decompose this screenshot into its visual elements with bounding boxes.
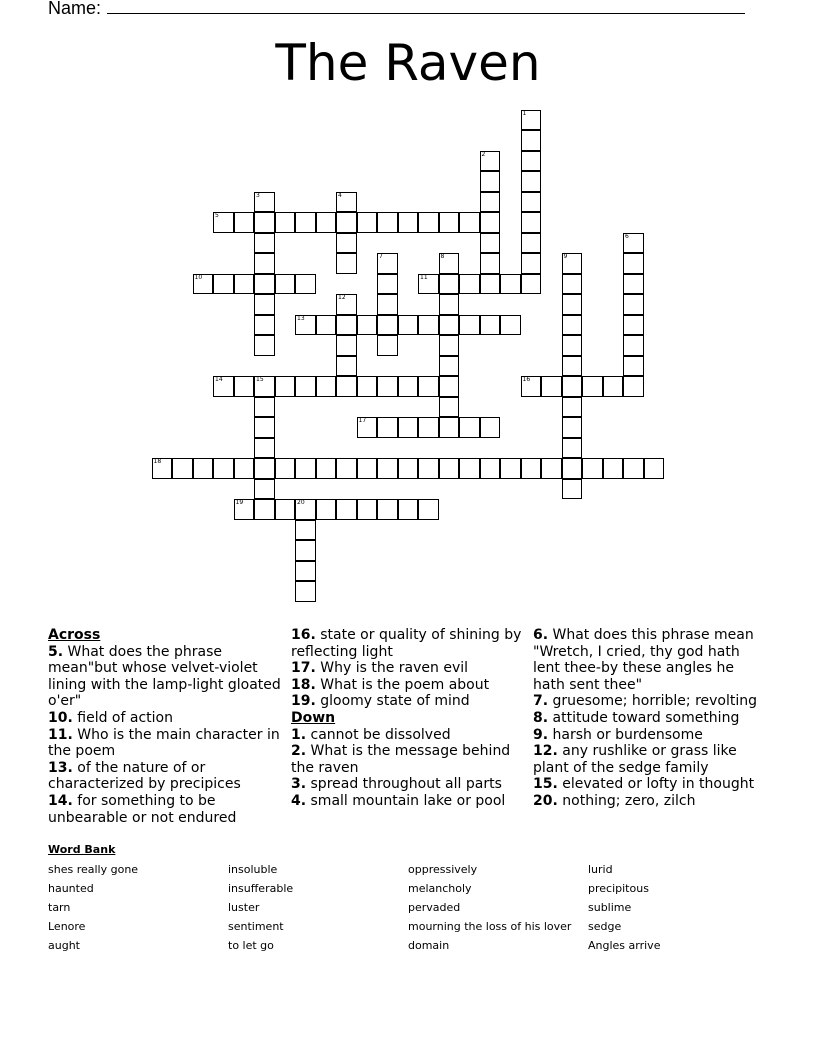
grid-cell[interactable] [521,171,542,192]
grid-cell[interactable] [295,212,316,233]
grid-cell[interactable] [439,335,460,356]
clue-text: state or quality of shining by reflecting light [291,627,522,660]
clue-number: 12. [533,743,558,760]
grid-cell[interactable] [418,315,439,336]
grid-cell[interactable] [254,233,275,254]
grid-cell[interactable] [213,458,234,479]
grid-cell[interactable] [623,335,644,356]
grid-cell[interactable] [562,356,583,377]
grid-cell[interactable] [521,212,542,233]
clue-number: 8. [533,709,549,726]
cell-number: 14 [215,376,223,383]
grid-cell[interactable] [254,192,275,213]
grid-cell[interactable] [377,458,398,479]
clue-number: 14. [48,792,73,809]
grid-cell[interactable] [459,212,480,233]
grid-cell[interactable] [562,294,583,315]
word-bank-item: sublime [588,901,632,914]
grid-cell[interactable] [316,315,337,336]
grid-cell[interactable] [521,233,542,254]
grid-cell[interactable] [439,253,460,274]
grid-cell[interactable] [213,212,234,233]
grid-cell[interactable] [623,458,644,479]
clue-text: harsh or burdensome [548,726,703,743]
grid-cell[interactable] [316,499,337,520]
clue-number: 19. [291,693,316,710]
grid-cell[interactable] [193,274,214,295]
grid-cell[interactable] [439,274,460,295]
word-bank-item: insoluble [228,863,278,876]
grid-cell[interactable] [336,376,357,397]
clue-text: any rushlike or grass like plant of the sedge family [533,743,737,776]
cell-number: 17 [358,417,367,424]
clue-18 [291,677,531,694]
clue-text: nothing; zero, zilch [557,792,696,809]
clue-text: What does the phrase mean"but whose velvet-violet lining with the lamp-light gloated o'er" [48,643,281,710]
grid-cell[interactable] [275,212,296,233]
grid-cell[interactable] [377,315,398,336]
grid-cell[interactable] [480,151,501,172]
grid-cell[interactable] [234,212,255,233]
clue-17 [291,660,531,677]
cell-number: 3 [256,191,260,199]
word-bank-item: sentiment [228,920,284,933]
clue-6 [533,627,769,693]
clue-text: elevated or lofty in thought [557,776,755,793]
grid-cell[interactable] [439,417,460,438]
grid-cell[interactable] [439,376,460,397]
grid-cell[interactable] [459,315,480,336]
grid-cell[interactable] [336,294,357,315]
clue-text: field of action [72,709,173,726]
grid-cell[interactable] [398,315,419,336]
grid-cell[interactable] [295,274,316,295]
grid-cell[interactable] [541,376,562,397]
clue-number: 10. [48,709,73,726]
grid-cell[interactable] [336,212,357,233]
clue-number: 16. [291,627,316,643]
grid-cell[interactable] [521,458,542,479]
clue-number: 18. [291,676,316,693]
word-bank-item: shes really gone [48,863,139,876]
grid-cell[interactable] [521,192,542,213]
grid-cell[interactable] [623,376,644,397]
grid-cell[interactable] [234,499,255,520]
word-bank-title: Word Bank [48,843,116,856]
grid-cell[interactable] [480,253,501,274]
grid-cell[interactable] [316,212,337,233]
clue-number: 9. [533,726,549,743]
grid-cell[interactable] [562,479,583,500]
clue-1 [291,727,531,744]
clue-text: spread throughout all parts [306,776,502,793]
clue-text: gloomy state of mind [315,693,470,710]
clue-4 [291,793,531,810]
clue-2 [291,743,531,776]
grid-cell[interactable] [275,274,296,295]
grid-cell[interactable] [398,417,419,438]
clue-10 [48,710,288,727]
clue-5 [48,644,288,710]
grid-cell[interactable] [521,274,542,295]
cell-number: 7 [379,253,383,260]
grid-cell[interactable] [459,274,480,295]
clue-number: 1. [291,726,307,743]
grid-cell[interactable] [213,376,234,397]
grid-cell[interactable] [562,376,583,397]
clue-20 [533,793,769,810]
word-bank-item: tarn [48,901,71,914]
grid-cell[interactable] [439,294,460,315]
grid-cell[interactable] [603,376,624,397]
grid-cell[interactable] [295,561,316,582]
grid-cell[interactable] [295,499,316,520]
grid-cell[interactable] [500,274,521,295]
clue-number: 20. [533,792,558,809]
grid-cell[interactable] [500,315,521,336]
word-bank-item: oppressively [408,863,478,876]
grid-cell[interactable] [234,274,255,295]
grid-cell[interactable] [521,130,542,151]
cell-number: 16 [522,376,531,383]
grid-cell[interactable] [521,376,542,397]
grid-cell[interactable] [418,458,439,479]
grid-cell[interactable] [234,458,255,479]
cell-number: 12 [338,294,346,301]
grid-cell[interactable] [418,274,439,295]
clue-15 [533,776,769,793]
grid-cell[interactable] [418,499,439,520]
grid-cell[interactable] [254,376,275,397]
grid-cell[interactable] [336,356,357,377]
clue-number: 6. [533,627,549,643]
grid-cell[interactable] [521,110,542,131]
clue-text: gruesome; horrible; revolting [548,693,758,710]
word-bank-item: precipitous [588,882,649,895]
clue-text: Why is the raven evil [315,660,469,677]
grid-cell[interactable] [521,253,542,274]
grid-cell[interactable] [316,376,337,397]
grid-cell[interactable] [562,397,583,418]
grid-cell[interactable] [623,274,644,295]
grid-cell[interactable] [562,315,583,336]
grid-cell[interactable] [480,192,501,213]
grid-cell[interactable] [336,335,357,356]
grid-cell[interactable] [357,376,378,397]
grid-cell[interactable] [193,458,214,479]
cell-number: 11 [420,273,428,281]
clue-13 [48,760,288,793]
clue-number: 3. [291,776,307,793]
word-bank-item: luster [228,901,260,914]
grid-cell[interactable] [562,417,583,438]
word-bank-item: Angles arrive [588,939,661,952]
cell-number: 2 [481,150,486,158]
word-bank-item: melancholy [408,882,472,895]
grid-cell[interactable] [357,315,378,336]
grid-cell[interactable] [418,376,439,397]
grid-cell[interactable] [152,458,173,479]
grid-cell[interactable] [213,274,234,295]
grid-cell[interactable] [562,253,583,274]
clue-text: cannot be dissolved [306,726,451,743]
grid-cell[interactable] [357,458,378,479]
clue-12 [533,743,769,776]
grid-cell[interactable] [172,458,193,479]
clue-text: What does this phrase mean "Wretch, I cried, thy god hath lent thee-by these angles he hath sent thee" [533,627,754,693]
grid-cell[interactable] [254,335,275,356]
grid-cell[interactable] [254,294,275,315]
clue-8 [533,710,769,727]
clue-text: What is the poem about [315,676,490,693]
grid-cell[interactable] [582,376,603,397]
grid-cell[interactable] [623,315,644,336]
grid-cell[interactable] [254,274,275,295]
grid-cell[interactable] [254,315,275,336]
clue-text: small mountain lake or pool [306,792,506,809]
grid-cell[interactable] [377,253,398,274]
cell-number: 15 [256,376,264,383]
grid-cell[interactable] [398,212,419,233]
cell-number: 9 [563,253,568,260]
clue-19 [291,693,531,710]
word-bank-item: domain [408,939,450,952]
grid-cell[interactable] [439,356,460,377]
across-heading: Across [48,627,101,643]
word-bank-item: to let go [228,939,274,952]
grid-cell[interactable] [562,438,583,459]
grid-cell[interactable] [644,458,665,479]
grid-cell[interactable] [480,212,501,233]
clue-14 [48,793,288,826]
clue-number: 15. [533,776,558,793]
word-bank-item: aught [48,939,80,952]
clue-text: Who is the main character in the poem [48,726,280,760]
grid-cell[interactable] [562,335,583,356]
grid-cell[interactable] [357,417,378,438]
grid-cell[interactable] [336,192,357,213]
grid-cell[interactable] [541,458,562,479]
grid-cell[interactable] [480,171,501,192]
grid-cell[interactable] [439,458,460,479]
word-bank-item: mourning the loss of his lover [408,920,572,933]
cell-number: 19 [235,499,244,506]
cell-number: 20 [297,499,305,506]
grid-cell[interactable] [254,397,275,418]
grid-cell[interactable] [295,315,316,336]
grid-cell[interactable] [377,212,398,233]
word-bank-item: insufferable [228,882,294,895]
grid-cell[interactable] [418,417,439,438]
grid-cell[interactable] [254,417,275,438]
grid-cell[interactable] [480,315,501,336]
grid-cell[interactable] [582,458,603,479]
down-heading: Down [291,709,336,726]
grid-cell[interactable] [295,540,316,561]
grid-cell[interactable] [295,376,316,397]
clue-3 [291,776,531,793]
grid-cell[interactable] [439,315,460,336]
cell-number: 6 [625,232,629,240]
grid-cell[interactable] [254,499,275,520]
word-bank-item: Lenore [48,920,86,933]
cell-number: 8 [440,253,445,260]
page-title: The Raven [275,34,541,92]
clues-column-3 [533,627,769,810]
grid-cell[interactable] [336,233,357,254]
grid-cell[interactable] [418,212,439,233]
clue-text: What is the message behind the raven [291,743,511,776]
clues-column-2 [291,627,531,810]
clue-number: 2. [291,743,307,760]
grid-cell[interactable] [480,274,501,295]
grid-cell[interactable] [254,212,275,233]
grid-cell[interactable] [336,499,357,520]
grid-cell[interactable] [295,458,316,479]
clue-number: 5. [48,643,64,660]
grid-cell[interactable] [275,458,296,479]
grid-cell[interactable] [623,294,644,315]
grid-cell[interactable] [295,581,316,602]
grid-cell[interactable] [562,274,583,295]
clue-7 [533,693,769,710]
grid-cell[interactable] [480,417,501,438]
grid-cell[interactable] [623,253,644,274]
grid-cell[interactable] [377,417,398,438]
clue-number: 11. [48,726,73,743]
grid-cell[interactable] [623,233,644,254]
grid-cell[interactable] [480,233,501,254]
word-bank-item: lurid [588,863,613,876]
grid-cell[interactable] [254,458,275,479]
grid-cell[interactable] [377,335,398,356]
grid-cell[interactable] [480,458,501,479]
clue-9 [533,727,769,744]
cell-number: 5 [215,212,219,219]
grid-cell[interactable] [336,458,357,479]
word-bank-item: haunted [48,882,94,895]
grid-cell[interactable] [336,253,357,274]
grid-cell[interactable] [336,315,357,336]
grid-cell[interactable] [377,274,398,295]
clues-column-1 [48,627,288,826]
grid-cell[interactable] [603,458,624,479]
grid-cell[interactable] [275,499,296,520]
grid-cell[interactable] [357,212,378,233]
word-bank-item: sedge [588,920,622,933]
grid-cell[interactable] [234,376,255,397]
grid-cell[interactable] [500,458,521,479]
grid-cell[interactable] [254,479,275,500]
cell-number: 1 [522,109,527,117]
grid-cell[interactable] [562,458,583,479]
cell-number: 18 [153,458,162,465]
grid-cell[interactable] [439,212,460,233]
name-label: Name: [48,0,102,18]
grid-cell[interactable] [459,417,480,438]
grid-cell[interactable] [377,376,398,397]
grid-cell[interactable] [398,458,419,479]
grid-cell[interactable] [521,151,542,172]
grid-cell[interactable] [459,458,480,479]
grid-cell[interactable] [398,499,419,520]
clue-number: 7. [533,693,549,710]
clue-16 [291,627,531,660]
grid-cell[interactable] [623,356,644,377]
clue-number: 4. [291,792,307,809]
cell-number: 13 [297,314,305,322]
grid-cell[interactable] [398,376,419,397]
grid-cell[interactable] [377,294,398,315]
grid-cell[interactable] [377,499,398,520]
word-bank-item: pervaded [408,901,461,914]
clue-number: 17. [291,660,316,677]
grid-cell[interactable] [295,520,316,541]
grid-cell[interactable] [316,458,337,479]
cell-number: 10 [194,273,203,281]
clue-text: of the nature of or characterized by precipices [48,759,241,793]
clue-text: attitude toward something [548,709,740,726]
clue-11 [48,727,288,760]
grid-cell[interactable] [439,397,460,418]
grid-cell[interactable] [275,376,296,397]
grid-cell[interactable] [254,438,275,459]
cell-number: 4 [338,191,342,199]
grid-cell[interactable] [254,253,275,274]
clue-text: for something to be unbearable or not endured [48,792,237,826]
grid-cell[interactable] [357,499,378,520]
clue-number: 13. [48,759,73,776]
